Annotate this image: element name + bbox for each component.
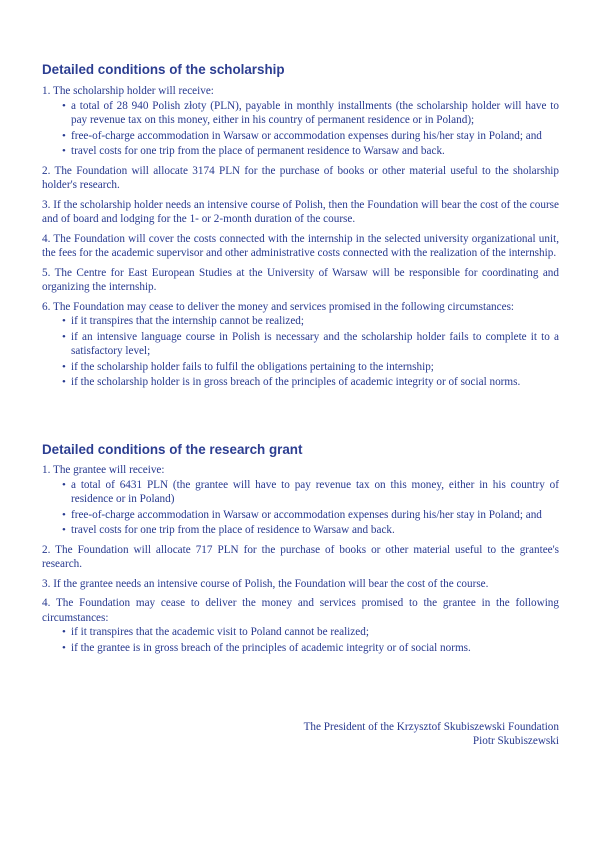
list-item: • travel costs for one trip from the place of residence to Warsaw and back.: [62, 523, 559, 538]
list-item: • a total of 6431 PLN (the grantee will have to pay revenue tax on this money, either in his country of residence or in Poland): [62, 478, 559, 507]
scholarship-conditions: [42, 84, 559, 395]
list-item: • free-of-charge accommodation in Warsaw or accommodation expenses during his/her stay in Poland; and: [62, 508, 559, 523]
scholarship-item-4: 4. The Foundation will cover the costs connected with the internship in the selected university organizational unit, the fees for the academic supervisor and other administrative costs connected with the realization of the internship.: [42, 232, 559, 259]
grant-heading: Detailed conditions of the research grant: [42, 442, 303, 457]
list-item: • if it transpires that the academic visit to Poland cannot be realized;: [62, 625, 559, 640]
signature-name: Piotr Skubiszewski: [472, 735, 559, 747]
grant-conditions: [42, 463, 559, 660]
grant-item-4-list: [42, 625, 559, 655]
list-item: • if an intensive language course in Polish is necessary and the scholarship holder fails to complete it to a satisfactory level;: [62, 330, 559, 359]
list-item: • if it transpires that the internship cannot be realized;: [62, 314, 559, 329]
grant-item-3: 3. If the grantee needs an intensive course of Polish, the Foundation will bear the cost of the course.: [42, 577, 489, 590]
list-item: • free-of-charge accommodation in Warsaw or accommodation expenses during his/her stay in Poland; and: [62, 129, 559, 144]
scholarship-item-6: 6. The Foundation may cease to deliver the money and services promised in the following circumstances:: [42, 300, 515, 313]
grant-item-1: 1. The grantee will receive:: [42, 464, 165, 476]
list-item: • if the grantee is in gross breach of the principles of academic integrity or of social norms.: [62, 641, 559, 656]
scholarship-item-2: 2. The Foundation will allocate 3174 PLN for the purchase of books or other material useful to the sholarship holder's research.: [42, 164, 559, 191]
scholarship-item-5: 5. The Centre for East European Studies at the University of Warsaw will be responsible for coordinating and organizing the internship.: [42, 266, 559, 293]
scholarship-item-1: 1. The scholarship holder will receive:: [42, 85, 214, 97]
scholarship-heading: Detailed conditions of the scholarship: [42, 62, 285, 77]
list-item: • if the scholarship holder fails to fulfil the obligations pertaining to the internship;: [62, 360, 559, 375]
grant-item-1-list: [42, 478, 559, 538]
list-item: • if the scholarship holder is in gross breach of the principles of academic integrity or of social norms.: [62, 375, 559, 390]
scholarship-item-3: 3. If the scholarship holder needs an intensive course of Polish, then the Foundation will bear the cost of the course and of board and lodging for the 1- or 2-month duration of the course.: [42, 198, 559, 225]
scholarship-item-1-list: [42, 99, 559, 159]
grant-item-4: 4. The Foundation may cease to deliver the money and services promised to the grantee in the following circumstances:: [42, 597, 559, 624]
list-item: • a total of 28 940 Polish złoty (PLN), payable in monthly installments (the scholarship holder will have to pay revenue tax on this money, either in his country of permanent residence or in Poland);: [62, 99, 559, 128]
scholarship-item-6-list: [42, 314, 559, 390]
signature-block: [304, 720, 559, 748]
list-item: • travel costs for one trip from the place of permanent residence to Warsaw and back.: [62, 144, 559, 159]
grant-item-2: 2. The Foundation will allocate 717 PLN for the purchase of books or other material useful to the grantee's research.: [42, 543, 559, 570]
signature-title: The President of the Krzysztof Skubiszewski Foundation: [303, 721, 559, 733]
